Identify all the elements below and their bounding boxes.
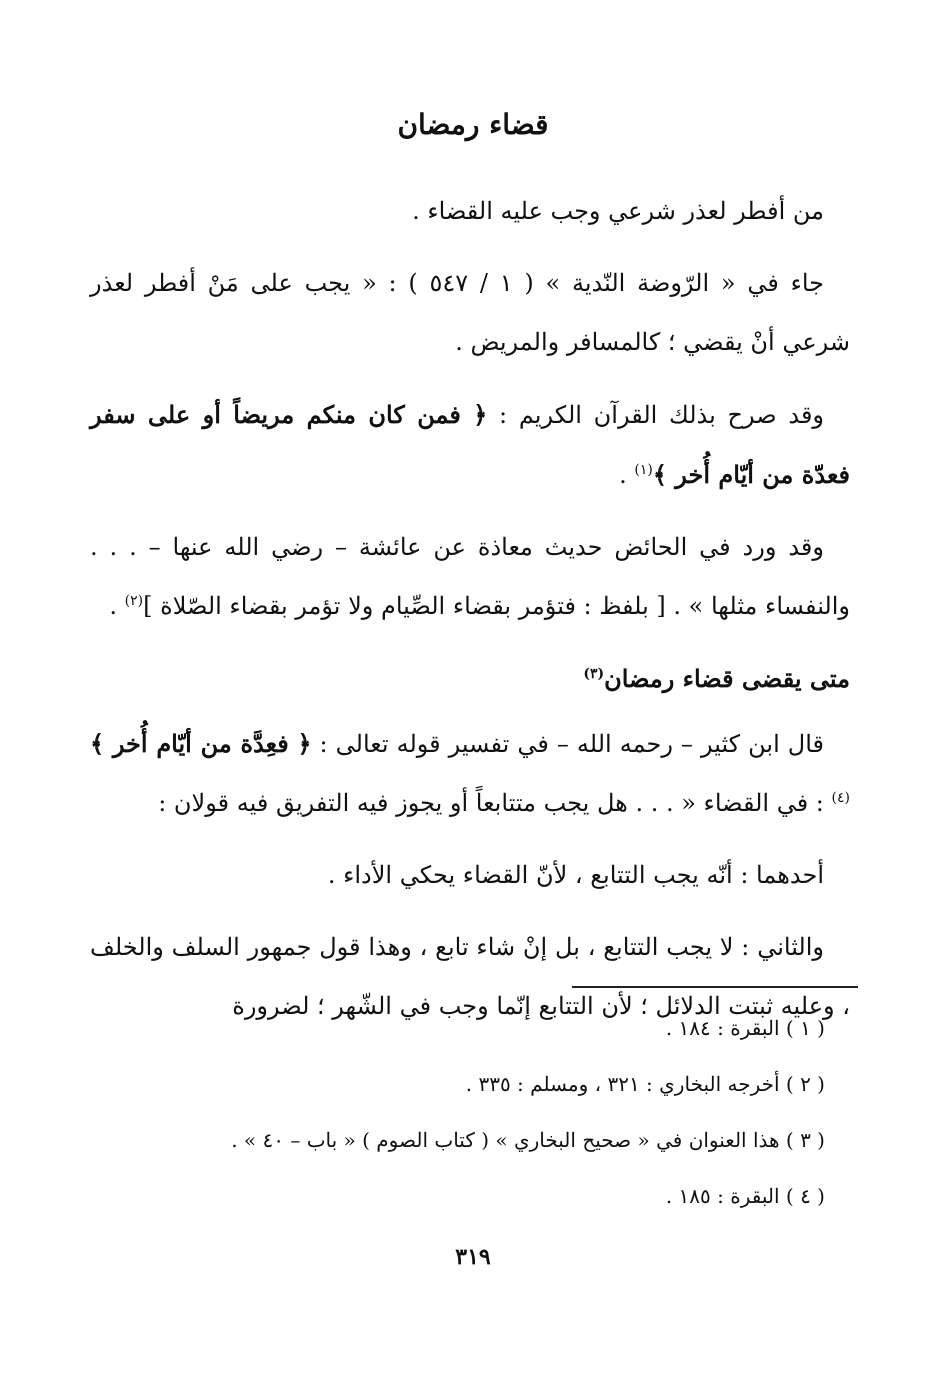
footnotes (90, 1000, 825, 1224)
paragraph-2: جاء في « الرّوضة النّدية » ( ١ / ٥٤٧ ) : « يجب على مَنْ أفطر لعذر شرعي أنْ يقضي ؛ كالمسافر والمريض . (90, 269, 850, 356)
footnote-item: ( ٣ ) هذا العنوان في « صحيح البخاري » ( كتاب الصوم ) « باب – ٤٠ » . (231, 1128, 825, 1152)
footnote-item: ( ٤ ) البقرة : ١٨٥ . (665, 1184, 825, 1208)
paragraph-4 (90, 518, 850, 636)
quran-verse-2: ﴿ فعِدَّة من أيّام أُخر ﴾ (90, 729, 312, 758)
paragraph-5 (90, 714, 850, 833)
footnote-item: ( ١ ) البقرة : ١٨٤ . (665, 1016, 825, 1040)
section-heading (90, 649, 850, 708)
paragraph-4-end: . (109, 592, 118, 620)
paragraph-5-intro: قال ابن كثير – رحمه الله – في تفسير قوله تعالى : (319, 730, 825, 758)
section-heading-text: متى يقضى قضاء رمضان (604, 664, 850, 693)
footnote-separator (572, 986, 858, 988)
page-title: قضاء رمضان (397, 108, 549, 141)
footnote-ref-1: (١) (634, 462, 653, 478)
main-text (90, 182, 850, 1049)
paragraph-3-intro: وقد صرح بذلك القرآن الكريم : (499, 401, 825, 429)
quran-verse-1: ﴿ فمن كان منكم مريضاً أو على سفر فعدّة من أيّام أُخر ﴾ (90, 400, 850, 489)
paragraph-3-end: . (619, 461, 627, 489)
footnote-ref-4: (٤) (831, 790, 850, 806)
footnote-item: ( ٢ ) أخرجه البخاري : ٣٢١ ، ومسلم : ٣٣٥ . (465, 1072, 825, 1096)
page-number: ٣١٩ (455, 1244, 491, 1270)
paragraph-3 (90, 385, 850, 505)
paragraph-6: أحدهما : أنّه يجب التتابع ، لأنّ القضاء يحكي الأداء . (327, 861, 824, 889)
paragraph-4-text: وقد ورد في الحائض حديث معاذة عن عائشة – رضي الله عنها – . . . والنفساء مثلها » . [ بلفظ : فتؤمر بقضاء الصِّيام ولا تؤمر بقضاء الصّلاة ] (90, 533, 850, 620)
paragraph-5-rest: : في القضاء « . . . هل يجب متتابعاً أو يجوز فيه التفريق فيه قولان : (158, 789, 824, 817)
footnote-ref-2: (٢) (124, 593, 144, 609)
paragraph-7: والثاني : لا يجب التتابع ، بل إنْ شاء تابع ، وهذا قول جمهور السلف والخلف ، وعليه ثبتت الدلائل ؛ لأن التتابع إنّما وجب في الشّهر ؛ لضرورة (90, 933, 850, 1020)
footnote-ref-3: (٣) (583, 666, 605, 682)
paragraph-1: من أفطر لعذر شرعي وجب عليه القضاء . (412, 197, 824, 225)
